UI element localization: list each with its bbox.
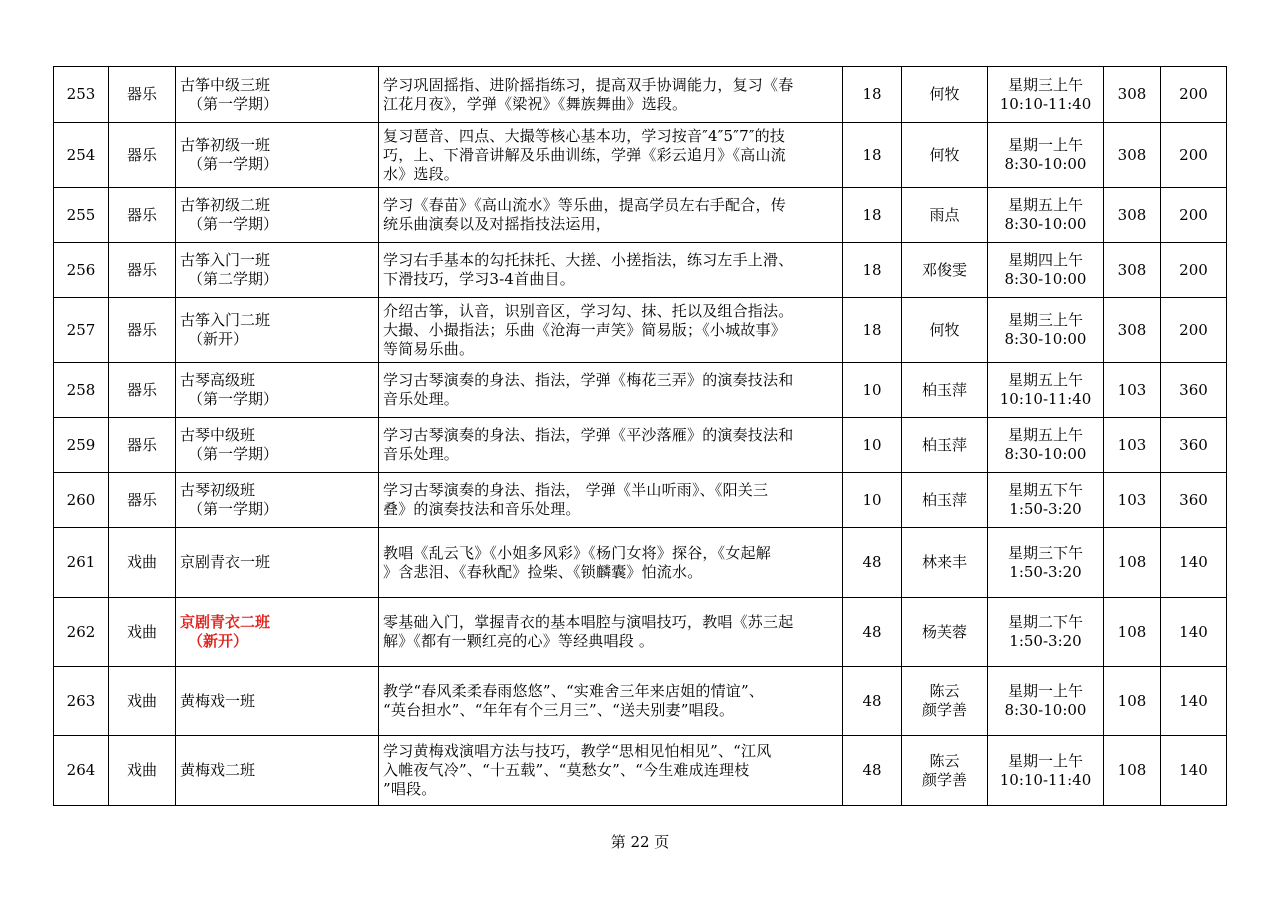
- description-line: ”唱段。: [383, 780, 437, 798]
- course-table: [53, 66, 1227, 806]
- schedule-line: 10:10-11:40: [999, 390, 1092, 408]
- schedule-cell: [988, 363, 1104, 418]
- room-cell: 108: [1104, 667, 1161, 736]
- description-line: 学习右手基本的勾托抹托、大搓、小搓指法，练习左手上滑、: [383, 251, 794, 269]
- description-cell: [379, 363, 843, 418]
- fee-cell: 140: [1161, 598, 1227, 667]
- course-name-line: 京剧青衣二班: [180, 613, 271, 631]
- course-name-cell: [176, 188, 379, 243]
- teacher-cell: [902, 298, 988, 363]
- teacher-name: 林来丰: [921, 553, 967, 571]
- hours-cell: 18: [843, 188, 902, 243]
- course-name-cell: [176, 473, 379, 528]
- teacher-name: 陈云: [929, 682, 960, 700]
- description-line: 学习古琴演奏的身法、指法，学弹《平沙落雁》的演奏技法和: [383, 426, 794, 444]
- course-name-cell: [176, 363, 379, 418]
- course-name-cell: [176, 736, 379, 806]
- category-cell: 器乐: [109, 188, 176, 243]
- teacher-name: 雨点: [929, 205, 960, 224]
- hours-cell: 48: [843, 598, 902, 667]
- description-cell: [379, 473, 843, 528]
- course-name-line: （第一学期）: [188, 390, 279, 408]
- schedule-line: 星期三上午: [1007, 75, 1083, 94]
- course-name-line: 京剧青衣一班: [180, 553, 271, 571]
- row-number: 264: [54, 736, 109, 806]
- room-cell: 103: [1104, 418, 1161, 473]
- course-name-cell: [176, 418, 379, 473]
- fee-cell: 140: [1161, 667, 1227, 736]
- category-cell: 戏曲: [109, 598, 176, 667]
- teacher-cell: [902, 473, 988, 528]
- course-name-cell: [176, 243, 379, 298]
- schedule-line: 1:50-3:20: [1009, 632, 1082, 650]
- room-cell: 103: [1104, 473, 1161, 528]
- teacher-cell: [902, 598, 988, 667]
- schedule-cell: [988, 667, 1104, 736]
- description-line: 学习古琴演奏的身法、指法，学弹《梅花三弄》的演奏技法和: [383, 371, 794, 389]
- category-cell: 器乐: [109, 363, 176, 418]
- course-name-line: （第一学期）: [188, 500, 279, 518]
- description-line: 学习巩固摇指、进阶摇指练习，提高双手协调能力，复习《春: [383, 75, 794, 94]
- room-cell: 308: [1104, 243, 1161, 298]
- fee-cell: 200: [1161, 67, 1227, 123]
- course-name-line: 黄梅戏二班: [180, 761, 256, 779]
- schedule-line: 8:30-10:00: [1004, 445, 1087, 463]
- table-body: [54, 67, 1227, 806]
- schedule-line: 8:30-10:00: [1004, 270, 1087, 288]
- teacher-name: 柏玉萍: [921, 490, 967, 509]
- description-cell: [379, 598, 843, 667]
- course-name-line: 古筝中级三班: [180, 75, 271, 94]
- fee-cell: 360: [1161, 473, 1227, 528]
- description-cell: [379, 298, 843, 363]
- category-cell: 器乐: [109, 298, 176, 363]
- teacher-name: 柏玉萍: [921, 380, 967, 399]
- row-number: 258: [54, 363, 109, 418]
- hours-cell: 10: [843, 473, 902, 528]
- description-cell: [379, 528, 843, 598]
- description-line: 复习琶音、四点、大撮等核心基本功，学习按音″4″5″7″的技: [383, 126, 786, 145]
- teacher-cell: [902, 736, 988, 806]
- schedule-line: 星期二下午: [1007, 613, 1083, 631]
- teacher-cell: [902, 67, 988, 123]
- teacher-cell: [902, 188, 988, 243]
- table-row: [54, 418, 1227, 473]
- schedule-line: 8:30-10:00: [1004, 155, 1087, 173]
- row-number: 255: [54, 188, 109, 243]
- description-line: 统乐曲演奏以及对摇指技法运用，: [383, 215, 612, 233]
- description-line: 学习黄梅戏演唱方法与技巧，教学“思相见怕相见”、“江风: [383, 742, 772, 760]
- schedule-line: 8:30-10:00: [1004, 330, 1087, 348]
- course-name-cell: [176, 598, 379, 667]
- fee-cell: 140: [1161, 736, 1227, 806]
- schedule-cell: [988, 123, 1104, 188]
- category-cell: 戏曲: [109, 736, 176, 806]
- table-row: [54, 363, 1227, 418]
- schedule-line: 星期四上午: [1007, 251, 1083, 269]
- course-name-line: 黄梅戏一班: [180, 691, 256, 710]
- course-name-line: （第一学期）: [188, 155, 279, 173]
- course-name-line: 古琴中级班: [180, 426, 256, 444]
- room-cell: 308: [1104, 123, 1161, 188]
- description-line: 学习古琴演奏的身法、指法， 学弹《半山听雨》、《阳关三: [383, 481, 769, 499]
- schedule-cell: [988, 243, 1104, 298]
- description-line: 下滑技巧，学习3-4首曲目。: [383, 270, 575, 288]
- description-line: 学习《春苗》《高山流水》等乐曲，提高学员左右手配合，传: [383, 196, 786, 214]
- room-cell: 308: [1104, 298, 1161, 363]
- course-name-line: 古筝初级二班: [180, 196, 271, 214]
- table-row: [54, 667, 1227, 736]
- schedule-cell: [988, 188, 1104, 243]
- room-cell: 108: [1104, 736, 1161, 806]
- table-row: [54, 67, 1227, 123]
- description-line: 入帷夜气冷”、“十五载”、“莫愁女”、“今生难成连理枝: [383, 761, 750, 779]
- description-line: 零基础入门，掌握青衣的基本唱腔与演唱技巧，教唱《苏三起: [383, 613, 794, 631]
- course-name-line: （新开）: [188, 632, 249, 650]
- hours-cell: 18: [843, 123, 902, 188]
- table-row: [54, 736, 1227, 806]
- description-line: 音乐处理。: [383, 390, 460, 408]
- description-line: 水》选段。: [383, 164, 460, 183]
- description-cell: [379, 188, 843, 243]
- fee-cell: 360: [1161, 418, 1227, 473]
- schedule-cell: [988, 418, 1104, 473]
- description-line: 大撮、小撮指法；乐曲《沧海一声笑》简易版；《小城故事》: [383, 320, 786, 339]
- course-name-line: （第一学期）: [188, 215, 279, 233]
- room-cell: 308: [1104, 188, 1161, 243]
- fee-cell: 200: [1161, 123, 1227, 188]
- row-number: 260: [54, 473, 109, 528]
- schedule-line: 8:30-10:00: [1004, 701, 1087, 719]
- fee-cell: 360: [1161, 363, 1227, 418]
- row-number: 256: [54, 243, 109, 298]
- course-name-line: 古筝入门一班: [180, 251, 271, 269]
- category-cell: 器乐: [109, 418, 176, 473]
- schedule-line: 10:10-11:40: [999, 770, 1092, 789]
- teacher-name: 杨芙蓉: [921, 622, 967, 641]
- category-cell: 器乐: [109, 67, 176, 123]
- table-row: [54, 188, 1227, 243]
- description-line: 介绍古筝，认音，识别音区，学习勾、抹、托以及组合指法。: [383, 301, 794, 320]
- schedule-line: 星期五上午: [1007, 426, 1083, 444]
- schedule-line: 星期一上午: [1007, 682, 1083, 700]
- description-line: “英台担水”、“年年有个三月三”、“送夫别妻”唱段。: [383, 701, 735, 719]
- description-line: 解》《都有一颗红亮的心》等经典唱段 。: [383, 632, 655, 650]
- schedule-line: 星期五上午: [1007, 371, 1083, 389]
- description-line: 江花月夜》，学弹《梁祝》《舞族舞曲》选段。: [383, 94, 688, 113]
- description-line: 巧，上、下滑音讲解及乐曲训练，学弹《彩云追月》《高山流: [383, 145, 786, 164]
- schedule-cell: [988, 598, 1104, 667]
- table-row: [54, 123, 1227, 188]
- schedule-cell: [988, 736, 1104, 806]
- course-name-line: （新开）: [188, 330, 249, 348]
- fee-cell: 200: [1161, 243, 1227, 298]
- description-cell: [379, 667, 843, 736]
- description-line: 教学“春风柔柔春雨悠悠”、“实难舍三年来店姐的情谊”、: [383, 682, 765, 700]
- hours-cell: 10: [843, 418, 902, 473]
- teacher-name: 何牧: [929, 320, 960, 339]
- schedule-line: 星期一上午: [1007, 136, 1083, 154]
- teacher-cell: [902, 243, 988, 298]
- course-name-line: （第二学期）: [188, 270, 279, 288]
- description-cell: [379, 418, 843, 473]
- teacher-name: 颜学善: [921, 701, 967, 719]
- course-name-cell: [176, 298, 379, 363]
- schedule-line: 8:30-10:00: [1004, 215, 1087, 233]
- category-cell: 器乐: [109, 473, 176, 528]
- teacher-name: 颜学善: [921, 770, 967, 789]
- page-number: 第 22 页: [610, 833, 670, 851]
- fee-cell: 200: [1161, 298, 1227, 363]
- category-cell: 戏曲: [109, 667, 176, 736]
- hours-cell: 48: [843, 667, 902, 736]
- schedule-cell: [988, 67, 1104, 123]
- schedule-line: 星期三下午: [1007, 543, 1083, 562]
- table-row: [54, 298, 1227, 363]
- schedule-line: 星期五下午: [1007, 481, 1083, 499]
- row-number: 261: [54, 528, 109, 598]
- room-cell: 103: [1104, 363, 1161, 418]
- course-name-line: （第一学期）: [188, 445, 279, 463]
- room-cell: 108: [1104, 598, 1161, 667]
- schedule-line: 1:50-3:20: [1009, 500, 1082, 518]
- teacher-cell: [902, 123, 988, 188]
- schedule-cell: [988, 298, 1104, 363]
- course-name-cell: [176, 528, 379, 598]
- category-cell: 器乐: [109, 243, 176, 298]
- description-cell: [379, 736, 843, 806]
- row-number: 263: [54, 667, 109, 736]
- table-row: [54, 598, 1227, 667]
- description-cell: [379, 67, 843, 123]
- course-name-line: 古筝入门二班: [180, 311, 271, 329]
- schedule-cell: [988, 528, 1104, 598]
- hours-cell: 18: [843, 67, 902, 123]
- row-number: 253: [54, 67, 109, 123]
- course-name-line: 古筝初级一班: [180, 136, 271, 154]
- course-name-line: 古琴高级班: [180, 371, 256, 389]
- description-cell: [379, 123, 843, 188]
- fee-cell: 140: [1161, 528, 1227, 598]
- teacher-cell: [902, 528, 988, 598]
- schedule-line: 星期一上午: [1007, 751, 1083, 770]
- hours-cell: 18: [843, 243, 902, 298]
- hours-cell: 48: [843, 528, 902, 598]
- teacher-name: 何牧: [929, 85, 960, 103]
- schedule-cell: [988, 473, 1104, 528]
- course-name-cell: [176, 67, 379, 123]
- course-name-cell: [176, 667, 379, 736]
- teacher-cell: [902, 667, 988, 736]
- table-row: [54, 528, 1227, 598]
- course-name-cell: [176, 123, 379, 188]
- schedule-line: 星期五上午: [1007, 196, 1083, 214]
- schedule-line: 1:50-3:20: [1009, 562, 1082, 581]
- table-row: [54, 473, 1227, 528]
- teacher-name: 柏玉萍: [921, 435, 967, 454]
- table-row: [54, 243, 1227, 298]
- fee-cell: 200: [1161, 188, 1227, 243]
- category-cell: 戏曲: [109, 528, 176, 598]
- row-number: 257: [54, 298, 109, 363]
- schedule-line: 星期三上午: [1007, 311, 1083, 329]
- description-cell: [379, 243, 843, 298]
- room-cell: 108: [1104, 528, 1161, 598]
- teacher-name: 何牧: [929, 145, 960, 164]
- teacher-name: 陈云: [929, 751, 960, 770]
- teacher-cell: [902, 363, 988, 418]
- description-line: 教唱《乱云飞》《小姐多风彩》《杨门女将》探谷，《女起解: [383, 543, 771, 562]
- room-cell: 308: [1104, 67, 1161, 123]
- row-number: 254: [54, 123, 109, 188]
- teacher-name: 邓俊雯: [921, 260, 967, 279]
- hours-cell: 18: [843, 298, 902, 363]
- schedule-line: 10:10-11:40: [999, 94, 1092, 113]
- category-cell: 器乐: [109, 123, 176, 188]
- description-line: 等简易乐曲。: [383, 339, 475, 358]
- row-number: 259: [54, 418, 109, 473]
- description-line: 》含悲泪、《春秋配》捡柴、《锁麟囊》怕流水。: [383, 562, 703, 581]
- teacher-cell: [902, 418, 988, 473]
- course-name-line: 古琴初级班: [180, 481, 256, 499]
- description-line: 叠》的演奏技法和音乐处理。: [383, 500, 581, 518]
- hours-cell: 10: [843, 363, 902, 418]
- row-number: 262: [54, 598, 109, 667]
- course-name-line: （第一学期）: [188, 94, 279, 113]
- hours-cell: 48: [843, 736, 902, 806]
- description-line: 音乐处理。: [383, 445, 460, 463]
